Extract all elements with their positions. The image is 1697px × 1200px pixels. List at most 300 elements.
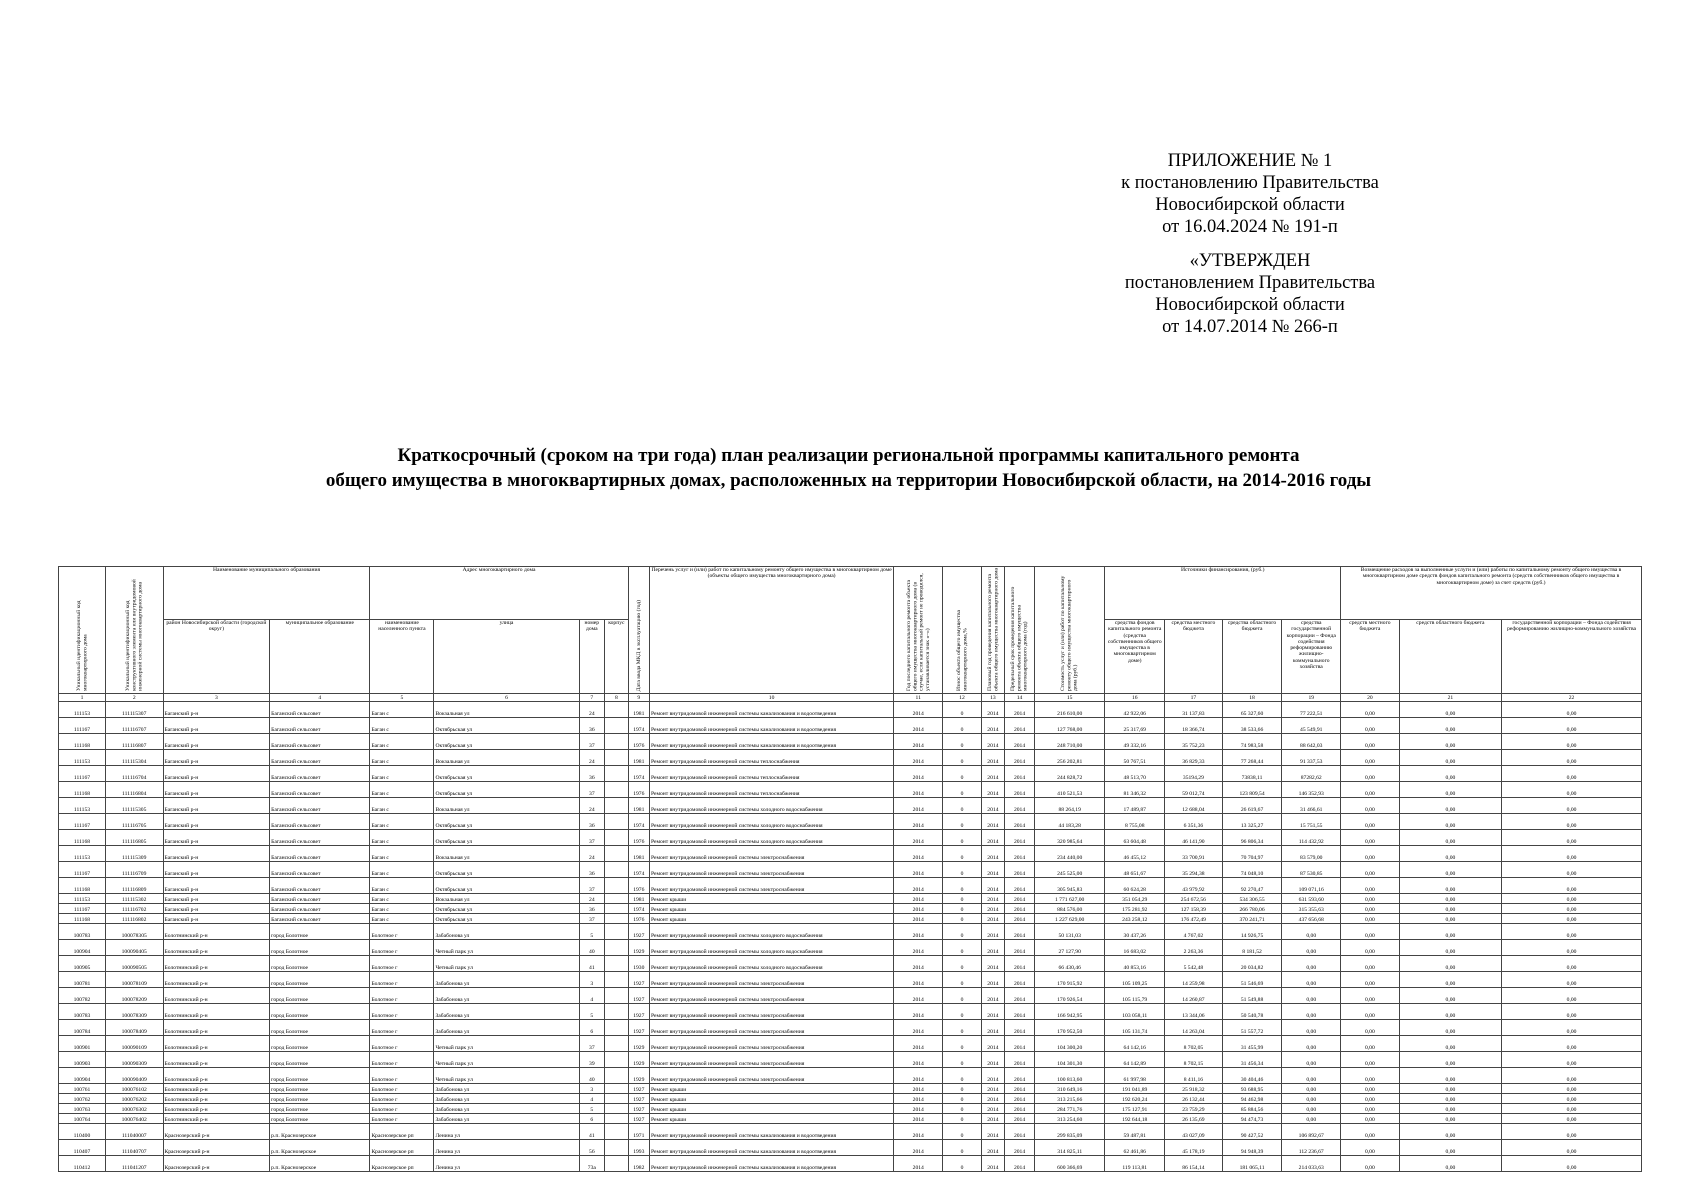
table-cell: 1974: [628, 862, 649, 878]
column-number: 15: [1034, 694, 1104, 702]
table-cell: 105 131,74: [1105, 1020, 1165, 1036]
table-cell: 73838,11: [1222, 766, 1282, 782]
table-cell: 111168: [59, 878, 106, 894]
table-cell: 100783: [59, 924, 106, 940]
table-cell: Ремонт внутридомовой инженерной системы канализования и водоотведения: [649, 1156, 893, 1172]
table-cell: 0: [943, 862, 981, 878]
appendix-line: Новосибирской области: [1155, 195, 1345, 215]
table-cell: 0,00: [1282, 1036, 1341, 1052]
table-row: [59, 1036, 1642, 1052]
table-cell: Болотное г: [370, 1094, 434, 1104]
table-row: [59, 734, 1642, 750]
table-cell: Октябрьская ул: [434, 862, 579, 878]
table-cell: 0,00: [1502, 1004, 1642, 1020]
table-cell: 2014: [1005, 1140, 1035, 1156]
table-cell: 0,00: [1341, 1036, 1400, 1052]
table-cell: 0,00: [1341, 782, 1400, 798]
table-cell: 245 525,00: [1034, 862, 1104, 878]
table-cell: Болотнинский р-н: [163, 1084, 270, 1094]
table-cell: 0: [943, 904, 981, 914]
table-cell: 166 942,95: [1034, 1004, 1104, 1020]
table-cell: Забабонова ул: [434, 1104, 579, 1114]
table-cell: 0,00: [1399, 1140, 1501, 1156]
table-cell: [605, 798, 629, 814]
table-row: [59, 1104, 1642, 1114]
table-cell: 59 487,81: [1105, 1124, 1165, 1140]
table-cell: Октябрьская ул: [434, 718, 579, 734]
table-cell: 1974: [628, 814, 649, 830]
table-cell: 2014: [981, 914, 1004, 924]
table-cell: 12 688,04: [1165, 798, 1223, 814]
table-cell: 0: [943, 1084, 981, 1094]
table-cell: Ремонт внутридомовой инженерной системы электроснабжения: [649, 972, 893, 988]
table-cell: 100904: [59, 1068, 106, 1084]
table-cell: 4 767,02: [1165, 924, 1223, 940]
table-cell: 0: [943, 702, 981, 718]
table-cell: 0,00: [1341, 702, 1400, 718]
table-cell: 8 702,05: [1165, 1036, 1223, 1052]
table-cell: Четный парк ул: [434, 1052, 579, 1068]
table-cell: 0,00: [1341, 972, 1400, 988]
table-cell: 114 432,92: [1282, 830, 1341, 846]
header-cell: Дата ввода МКД в эксплуатацию (год): [628, 567, 649, 694]
table-cell: 370 241,71: [1222, 914, 1282, 924]
table-cell: 0,00: [1399, 1020, 1501, 1036]
table-cell: 0,00: [1502, 766, 1642, 782]
table-cell: 104 300,20: [1034, 1036, 1104, 1052]
table-cell: 111153: [59, 798, 106, 814]
table-cell: Болотное г: [370, 988, 434, 1004]
table-cell: Баганский р-н: [163, 798, 270, 814]
appendix-block: [1100, 150, 1400, 350]
table-cell: [605, 1052, 629, 1068]
table-cell: 0,00: [1399, 1004, 1501, 1020]
table-cell: 1981: [628, 702, 649, 718]
table-cell: 2014: [894, 1052, 943, 1068]
table-cell: 2014: [894, 1094, 943, 1104]
table-cell: 96 806,34: [1222, 830, 1282, 846]
table-cell: 320 985,64: [1034, 830, 1104, 846]
table-cell: 0,00: [1399, 1124, 1501, 1140]
table-cell: Забабонова ул: [434, 1114, 579, 1124]
table-cell: 0,00: [1399, 878, 1501, 894]
table-cell: 0,00: [1282, 924, 1341, 940]
table-cell: 0,00: [1341, 1084, 1400, 1094]
table-cell: 2014: [1005, 1068, 1035, 1084]
table-cell: 2014: [1005, 750, 1035, 766]
table-cell: 1976: [628, 830, 649, 846]
table-cell: 0,00: [1399, 956, 1501, 972]
table-cell: 111153: [59, 702, 106, 718]
header-cell: Уникальный идентификационный код конструктивного элемента или внутридомовой инженерной системы многоквартирного дома: [105, 567, 163, 694]
table-cell: Баганский сельсовет: [270, 878, 370, 894]
table-cell: 13 325,27: [1222, 814, 1282, 830]
table-cell: 0,00: [1282, 1020, 1341, 1036]
table-cell: Болотнинский р-н: [163, 1004, 270, 1020]
table-cell: 0,00: [1502, 782, 1642, 798]
table-cell: 2014: [981, 718, 1004, 734]
table-cell: 192 620,24: [1105, 1094, 1165, 1104]
table-cell: Баганский сельсовет: [270, 914, 370, 924]
table-cell: 2014: [981, 988, 1004, 1004]
table-cell: 0,00: [1341, 1094, 1400, 1104]
table-cell: 100903: [59, 1052, 106, 1068]
table-cell: 111168: [59, 914, 106, 924]
table-cell: 111167: [59, 814, 106, 830]
table-cell: 1930: [628, 956, 649, 972]
table-cell: 0,00: [1502, 894, 1642, 904]
table-cell: 1929: [628, 1036, 649, 1052]
table-cell: 0,00: [1282, 1052, 1341, 1068]
table-cell: 0,00: [1502, 750, 1642, 766]
table-cell: 534 306,55: [1222, 894, 1282, 904]
column-number: 20: [1341, 694, 1400, 702]
column-number: 3: [163, 694, 270, 702]
table-cell: 48 651,67: [1105, 862, 1165, 878]
table-cell: 77 268,44: [1222, 750, 1282, 766]
table-cell: Болотнинский р-н: [163, 1036, 270, 1052]
table-cell: Баган с: [370, 798, 434, 814]
table-cell: 100076302: [105, 1104, 163, 1114]
table-cell: 2014: [894, 1104, 943, 1114]
table-cell: Ремонт крыши: [649, 1094, 893, 1104]
table-row: [59, 766, 1642, 782]
table-cell: Ремонт внутридомовой инженерной системы холодного водоснабжения: [649, 814, 893, 830]
table-row: [59, 972, 1642, 988]
table-cell: 1927: [628, 1114, 649, 1124]
table-cell: 0,00: [1399, 782, 1501, 798]
table-cell: 111153: [59, 846, 106, 862]
table-cell: 214 033,63: [1282, 1156, 1341, 1172]
column-number: 6: [434, 694, 579, 702]
table-cell: 0,00: [1341, 1114, 1400, 1124]
table-cell: 2014: [981, 1052, 1004, 1068]
table-cell: Баганский сельсовет: [270, 894, 370, 904]
table-cell: 0,00: [1399, 718, 1501, 734]
table-cell: город Болотное: [270, 1104, 370, 1114]
table-row: [59, 862, 1642, 878]
table-cell: 2014: [894, 1124, 943, 1140]
table-cell: 2014: [1005, 988, 1035, 1004]
table-cell: 0,00: [1282, 956, 1341, 972]
table-cell: 37: [579, 914, 605, 924]
table-cell: Ремонт внутридомовой инженерной системы холодного водоснабжения: [649, 940, 893, 956]
header-cell: Уникальный идентификационный код многоквартирного дома: [59, 567, 106, 694]
approved-line: Новосибирской области: [1155, 295, 1345, 315]
table-cell: 100763: [59, 1104, 106, 1114]
table-cell: [605, 1114, 629, 1124]
table-cell: 2014: [981, 750, 1004, 766]
table-cell: 0,00: [1502, 904, 1642, 914]
table-cell: Баганский сельсовет: [270, 798, 370, 814]
table-cell: Забабонова ул: [434, 1094, 579, 1104]
table-cell: 256 202,81: [1034, 750, 1104, 766]
table-cell: 25 918,32: [1165, 1084, 1223, 1094]
table-cell: 0,00: [1341, 940, 1400, 956]
plan-table: [58, 566, 1642, 1172]
table-cell: Баган с: [370, 814, 434, 830]
column-number: 18: [1222, 694, 1282, 702]
table-cell: 2014: [981, 1020, 1004, 1036]
table-cell: 106 892,67: [1282, 1124, 1341, 1140]
table-cell: Болотнинский р-н: [163, 988, 270, 1004]
table-row: [59, 798, 1642, 814]
table-cell: Болотное г: [370, 1114, 434, 1124]
table-cell: 351 054,29: [1105, 894, 1165, 904]
table-cell: 40: [579, 1068, 605, 1084]
table-cell: Баганский р-н: [163, 718, 270, 734]
table-cell: р.п. Краснозерское: [270, 1156, 370, 1172]
table-cell: 0,00: [1399, 988, 1501, 1004]
column-number: 10: [649, 694, 893, 702]
table-cell: 5: [579, 1004, 605, 1020]
table-row: [59, 782, 1642, 798]
table-cell: 0: [943, 894, 981, 904]
table-cell: 0,00: [1341, 766, 1400, 782]
table-cell: р.п. Краснозерское: [270, 1124, 370, 1140]
table-cell: Болотнинский р-н: [163, 1052, 270, 1068]
table-cell: 0,00: [1341, 750, 1400, 766]
table-cell: 299 835,09: [1034, 1124, 1104, 1140]
table-cell: 40: [579, 940, 605, 956]
table-cell: 2014: [894, 1036, 943, 1052]
table-cell: 170 915,92: [1034, 972, 1104, 988]
table-cell: 45 549,91: [1282, 718, 1341, 734]
table-cell: 2014: [894, 972, 943, 988]
table-cell: 248 710,00: [1034, 734, 1104, 750]
table-cell: 234 440,00: [1034, 846, 1104, 862]
table-cell: 2014: [981, 972, 1004, 988]
table-cell: [605, 734, 629, 750]
table-cell: Болотнинский р-н: [163, 940, 270, 956]
appendix-line: от 16.04.2024 № 191-п: [1162, 217, 1338, 237]
table-cell: 100761: [59, 1084, 106, 1094]
table-cell: 0: [943, 1104, 981, 1114]
table-cell: Баганский р-н: [163, 830, 270, 846]
table-cell: 127 158,39: [1165, 904, 1223, 914]
table-cell: Баганский р-н: [163, 750, 270, 766]
table-row: [59, 702, 1642, 718]
table-cell: 0,00: [1502, 1084, 1642, 1094]
table-cell: [605, 940, 629, 956]
table-cell: [605, 846, 629, 862]
table-cell: Краснозерский р-н: [163, 1124, 270, 1140]
table-cell: 175 281,92: [1105, 904, 1165, 914]
table-cell: Ремонт внутридомовой инженерной системы электроснабжения: [649, 1004, 893, 1020]
table-cell: 51 549,88: [1222, 988, 1282, 1004]
table-cell: 24: [579, 846, 605, 862]
table-cell: Болотное г: [370, 1084, 434, 1094]
plan-table-wrapper: [58, 566, 1642, 1172]
table-cell: Ремонт крыши: [649, 1084, 893, 1094]
table-cell: 2014: [894, 846, 943, 862]
table-cell: 66 430,46: [1034, 956, 1104, 972]
table-cell: 2014: [981, 894, 1004, 904]
table-cell: 0,00: [1341, 1140, 1400, 1156]
table-cell: 2014: [1005, 830, 1035, 846]
table-cell: Октябрьская ул: [434, 904, 579, 914]
table-cell: 0: [943, 798, 981, 814]
table-cell: Ремонт внутридомовой инженерной системы электроснабжения: [649, 1036, 893, 1052]
table-cell: 0,00: [1502, 1052, 1642, 1068]
table-cell: 2014: [894, 1004, 943, 1020]
table-cell: 37: [579, 830, 605, 846]
table-cell: 100090505: [105, 956, 163, 972]
table-cell: 41: [579, 956, 605, 972]
table-cell: Баганский сельсовет: [270, 904, 370, 914]
table-cell: 0,00: [1399, 1084, 1501, 1094]
table-cell: 2014: [981, 1124, 1004, 1140]
table-cell: город Болотное: [270, 1004, 370, 1020]
table-cell: Болотное г: [370, 1052, 434, 1068]
column-number: 22: [1502, 694, 1642, 702]
table-cell: [605, 972, 629, 988]
table-cell: 14 263,04: [1165, 1020, 1223, 1036]
table-cell: 0,00: [1502, 1124, 1642, 1140]
table-cell: 2014: [981, 734, 1004, 750]
table-cell: 100078409: [105, 1020, 163, 1036]
approved-line: «УТВЕРЖДЕН: [1189, 251, 1311, 271]
table-cell: [605, 914, 629, 924]
table-cell: Баганский р-н: [163, 846, 270, 862]
table-cell: 0,00: [1502, 940, 1642, 956]
table-cell: 0,00: [1399, 750, 1501, 766]
table-cell: Ремонт внутридомовой инженерной системы канализования и водоотведения: [649, 702, 893, 718]
table-cell: 0,00: [1399, 766, 1501, 782]
table-cell: [605, 1094, 629, 1104]
table-cell: 64 142,89: [1105, 1052, 1165, 1068]
table-cell: 1976: [628, 782, 649, 798]
table-cell: 18 366,74: [1165, 718, 1223, 734]
table-cell: 1927: [628, 1094, 649, 1104]
table-cell: [605, 782, 629, 798]
table-cell: 50 540,78: [1222, 1004, 1282, 1020]
table-cell: 111168: [59, 782, 106, 798]
table-cell: 0,00: [1399, 914, 1501, 924]
table-cell: Болотнинский р-н: [163, 1104, 270, 1114]
table-cell: 119 113,81: [1105, 1156, 1165, 1172]
table-cell: 81 346,32: [1105, 782, 1165, 798]
table-cell: город Болотное: [270, 988, 370, 1004]
table-cell: Баган с: [370, 862, 434, 878]
table-cell: 0,00: [1341, 1124, 1400, 1140]
table-cell: Ремонт внутридомовой инженерной системы канализования и водоотведения: [649, 1124, 893, 1140]
table-cell: город Болотное: [270, 1052, 370, 1068]
table-cell: 2014: [1005, 782, 1035, 798]
table-cell: 0,00: [1341, 734, 1400, 750]
table-row: [59, 1156, 1642, 1172]
table-cell: Баганский р-н: [163, 702, 270, 718]
table-row: [59, 846, 1642, 862]
table-cell: 14 259,98: [1165, 972, 1223, 988]
table-cell: Болотное г: [370, 956, 434, 972]
header-cell: средства областного бюджета: [1222, 619, 1282, 693]
table-cell: 0,00: [1502, 798, 1642, 814]
appendix-line: ПРИЛОЖЕНИЕ № 1: [1167, 151, 1333, 171]
table-cell: Баганский сельсовет: [270, 766, 370, 782]
table-cell: 0,00: [1399, 940, 1501, 956]
table-cell: город Болотное: [270, 1114, 370, 1124]
table-cell: 111168: [59, 830, 106, 846]
header-cell: средства местного бюджета: [1165, 619, 1223, 693]
table-cell: Ремонт внутридомовой инженерной системы электроснабжения: [649, 1052, 893, 1068]
table-cell: 111167: [59, 718, 106, 734]
table-cell: Октябрьская ул: [434, 734, 579, 750]
table-cell: Забабонова ул: [434, 1004, 579, 1020]
header-cell: Плановый год проведения капитального ремонта объекта общего имущества многоквартирного дома: [981, 567, 1004, 694]
table-cell: 33 700,91: [1165, 846, 1223, 862]
table-cell: город Болотное: [270, 1068, 370, 1084]
table-cell: 2014: [1005, 1114, 1035, 1124]
table-cell: 0,00: [1399, 1104, 1501, 1114]
table-cell: 175 127,91: [1105, 1104, 1165, 1114]
table-cell: Вокзальная ул: [434, 846, 579, 862]
table-cell: 0,00: [1399, 972, 1501, 988]
table-cell: Болотное г: [370, 1068, 434, 1084]
table-cell: 0,00: [1502, 1156, 1642, 1172]
table-cell: Болотнинский р-н: [163, 972, 270, 988]
table-cell: Забабонова ул: [434, 1020, 579, 1036]
table-cell: 86 154,14: [1165, 1156, 1223, 1172]
table-cell: 0,00: [1502, 878, 1642, 894]
table-cell: 26 619,67: [1222, 798, 1282, 814]
header-cell: государственной корпорации – Фонда содействия реформированию жилищно-коммунального хозяйства: [1502, 619, 1642, 693]
table-cell: 3: [579, 1084, 605, 1094]
header-cell: средств местного бюджета: [1341, 619, 1400, 693]
table-cell: 0: [943, 718, 981, 734]
table-cell: 1976: [628, 914, 649, 924]
table-cell: 0: [943, 940, 981, 956]
table-cell: [605, 814, 629, 830]
table-cell: 8 755,08: [1105, 814, 1165, 830]
table-cell: 0: [943, 830, 981, 846]
table-cell: [605, 878, 629, 894]
table-cell: 61 997,98: [1105, 1068, 1165, 1084]
table-cell: Баган с: [370, 830, 434, 846]
table-cell: Баган с: [370, 766, 434, 782]
table-cell: 2014: [894, 782, 943, 798]
table-cell: 1927: [628, 924, 649, 940]
header-cell: Перечень услуг и (или) работ по капитальному ремонту общего имущества в многоквартирном доме (объекты общего имущества многоквартирного дома): [649, 567, 893, 694]
table-cell: 2014: [1005, 914, 1035, 924]
table-cell: 0,00: [1502, 1114, 1642, 1124]
table-cell: город Болотное: [270, 1020, 370, 1036]
table-cell: 41: [579, 1124, 605, 1140]
table-cell: 0,00: [1341, 1156, 1400, 1172]
table-cell: 0,00: [1502, 1140, 1642, 1156]
table-cell: Ремонт внутридомовой инженерной системы теплоснабжения: [649, 782, 893, 798]
column-number: 4: [270, 694, 370, 702]
table-cell: [605, 1036, 629, 1052]
table-cell: 2014: [894, 1020, 943, 1036]
table-cell: 6: [579, 1114, 605, 1124]
table-cell: 1981: [628, 846, 649, 862]
table-cell: 1982: [628, 1156, 649, 1172]
table-cell: 16 683,02: [1105, 940, 1165, 956]
table-cell: 31 456,34: [1222, 1052, 1282, 1068]
table-cell: 2014: [894, 914, 943, 924]
table-row: [59, 956, 1642, 972]
table-cell: Баган с: [370, 734, 434, 750]
table-cell: [605, 862, 629, 878]
table-cell: 70 704,97: [1222, 846, 1282, 862]
table-cell: 111116704: [105, 766, 163, 782]
table-cell: 46 141,90: [1165, 830, 1223, 846]
table-cell: Четный парк ул: [434, 940, 579, 956]
table-cell: 2014: [894, 830, 943, 846]
table-cell: 1971: [628, 1124, 649, 1140]
table-cell: [605, 904, 629, 914]
